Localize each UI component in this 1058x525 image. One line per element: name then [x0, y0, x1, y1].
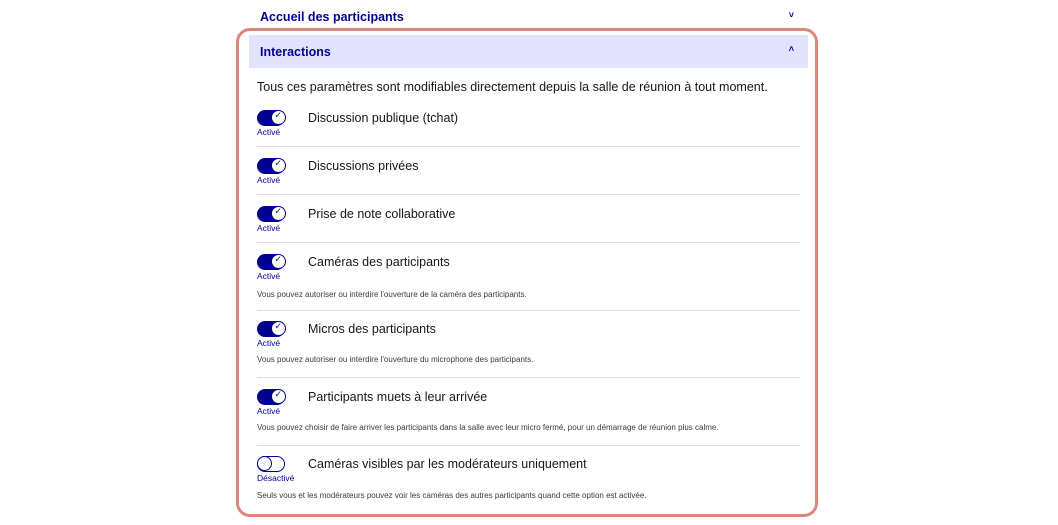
chevron-up-icon: ˄ [788, 44, 794, 54]
setting-row [257, 456, 800, 506]
toggle-knob [257, 456, 272, 471]
setting-row [257, 254, 800, 311]
toggle-knob [271, 158, 286, 173]
setting-description: Vous pouvez autoriser ou interdire l'ouverture du microphone des participants. [257, 355, 534, 364]
toggle-knob [271, 389, 286, 404]
accordion-title: Accueil des participants [260, 10, 404, 24]
setting-row [257, 389, 800, 446]
toggle-state-label: Désactivé [257, 473, 295, 483]
check-icon: ✓ [274, 158, 283, 169]
toggle-state-label: Activé [257, 406, 281, 416]
setting-toggle[interactable] [257, 110, 285, 126]
setting-label: Caméras des participants [308, 255, 450, 269]
toggle-knob [271, 110, 286, 125]
check-icon: ✓ [274, 110, 283, 121]
accordion-title: Interactions [260, 45, 331, 59]
setting-row [257, 158, 800, 195]
setting-row [257, 206, 800, 243]
setting-row [257, 110, 800, 147]
setting-toggle[interactable] [257, 456, 285, 472]
setting-toggle[interactable] [257, 389, 285, 405]
setting-description: Vous pouvez choisir de faire arriver les participants dans la salle avec leur micro fermé, pour un démarrage de réunion plus calme. [257, 423, 719, 432]
check-icon: ✓ [274, 206, 283, 217]
accordion-accueil-des-participants[interactable] [249, 0, 808, 31]
toggle-state-label: Activé [257, 127, 281, 137]
check-icon: ✓ [274, 254, 283, 265]
toggle-state-label: Activé [257, 223, 281, 233]
toggle-state-label: Activé [257, 271, 281, 281]
setting-description: Seuls vous et les modérateurs pouvez voir les caméras des autres participants quand cette option est activée. [257, 491, 647, 500]
setting-label: Discussion publique (tchat) [308, 111, 459, 125]
check-icon: ✓ [274, 321, 283, 332]
accordion-interactions[interactable] [249, 35, 808, 68]
setting-toggle[interactable] [257, 321, 285, 337]
check-icon: ✓ [274, 389, 283, 400]
setting-toggle[interactable] [257, 206, 285, 222]
chevron-down-icon: ˅ [788, 10, 794, 20]
setting-toggle[interactable] [257, 158, 285, 174]
setting-description: Vous pouvez autoriser ou interdire l'ouverture de la caméra des participants. [257, 290, 527, 299]
setting-label: Prise de note collaborative [308, 207, 456, 221]
setting-label: Discussions privées [308, 159, 419, 173]
toggle-knob [271, 206, 286, 221]
setting-toggle[interactable] [257, 254, 285, 270]
setting-label: Participants muets à leur arrivée [308, 390, 488, 404]
toggle-knob [271, 254, 286, 269]
toggle-state-label: Activé [257, 175, 281, 185]
setting-label: Caméras visibles par les modérateurs uniquement [308, 457, 587, 471]
toggle-state-label: Activé [257, 338, 281, 348]
intro-text: Tous ces paramètres sont modifiables directement depuis la salle de réunion à tout moment. [257, 80, 768, 94]
toggle-knob [271, 321, 286, 336]
setting-label: Micros des participants [308, 322, 436, 336]
setting-row [257, 321, 800, 378]
